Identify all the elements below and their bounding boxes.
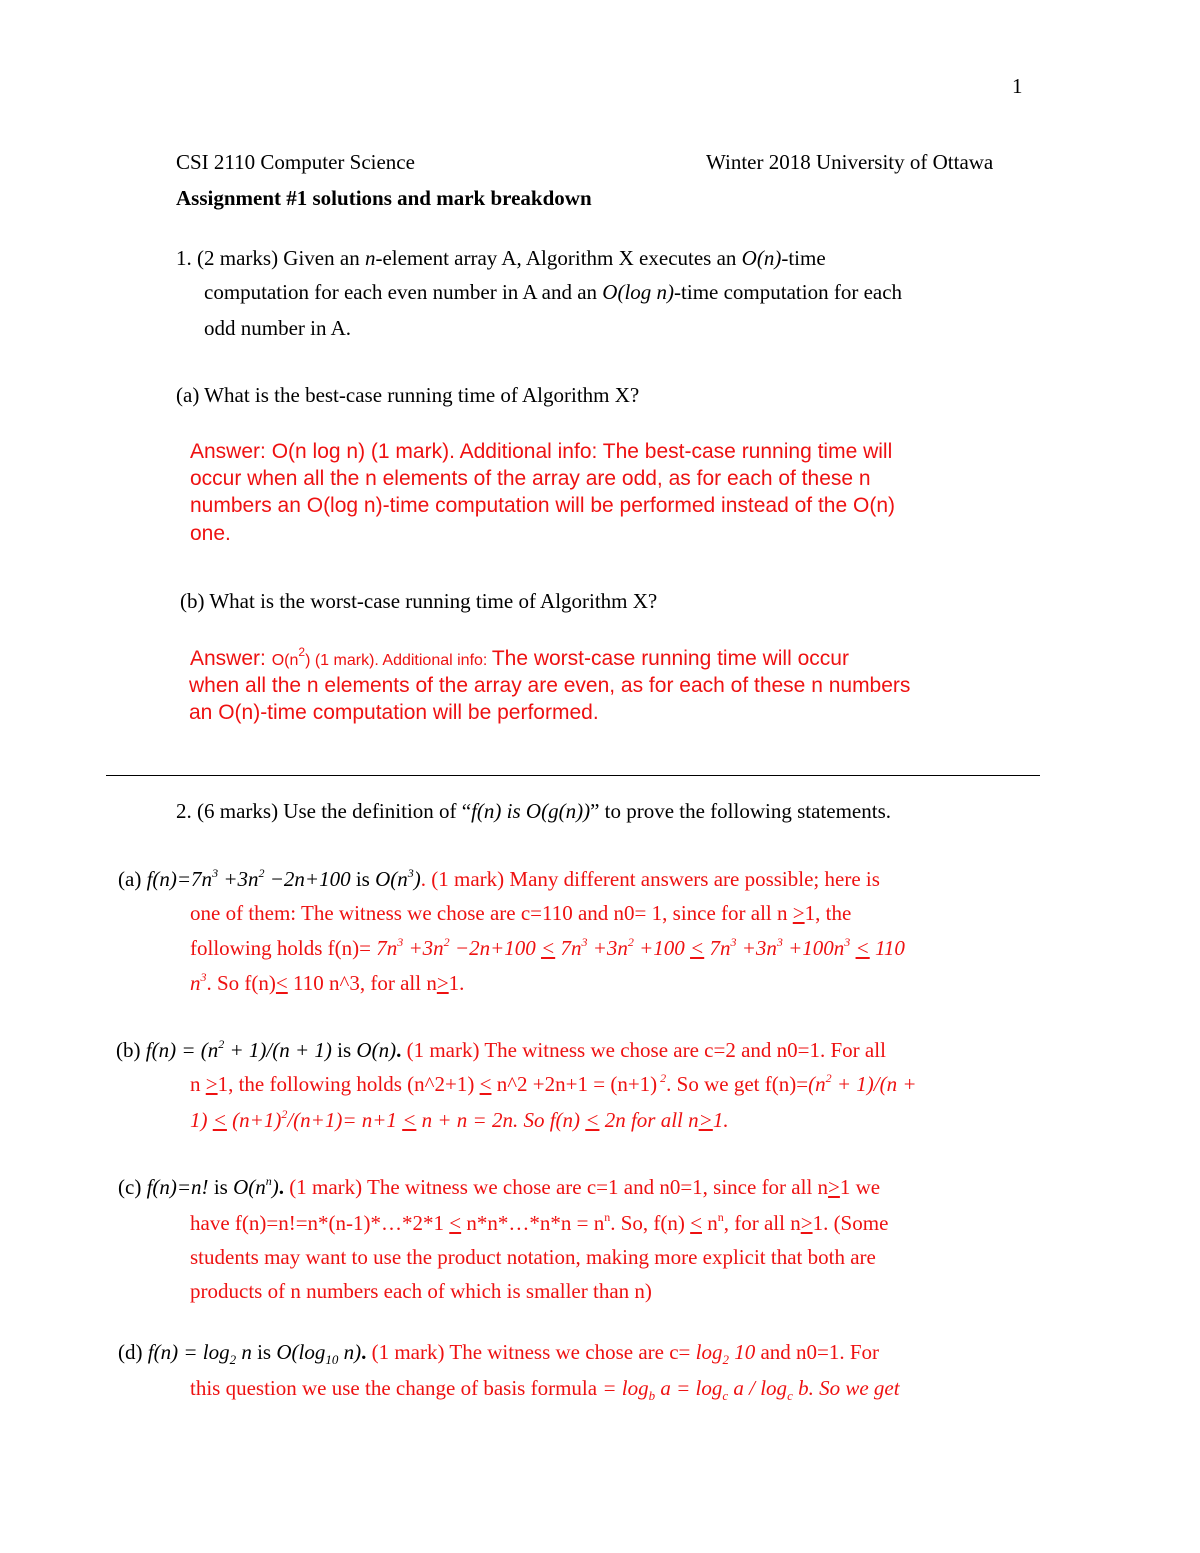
q1-text: n [364,246,376,270]
q1a-question: (a) What is the best-case running time of Algorithm X? [176,383,640,407]
q2b-text: . [396,1038,407,1062]
q2b-text: + 1)/(n + 1) [224,1038,332,1062]
q2a-text: . (1 mark) Many different answers are possible; here is [420,867,880,891]
answer-text: Answer: [190,647,272,670]
q2d-text: and n0=1. For [755,1340,880,1364]
q2d-text: n [236,1340,252,1364]
q2c-text: , for all n [723,1211,801,1235]
q2b-text: < [585,1108,600,1132]
q2c-text: O(n [233,1175,266,1199]
q2-text: f(n) is O(g(n)) [471,799,591,823]
q1-text: -time computation for each [674,280,903,304]
q2b-text: n [190,1072,206,1096]
q2d-text: . [361,1340,372,1364]
q1-text: -time [781,246,826,270]
q2a-text: < [541,936,556,960]
q2d-text: b [648,1388,656,1403]
q2a-text: 3 [397,935,404,949]
section-divider [106,775,1040,776]
q2d-line-2 [190,1376,900,1401]
q2b-text: > [698,1108,713,1132]
q2b-line-1 [116,1038,886,1063]
q2d-text: b. So we get [792,1376,900,1400]
q2a-text: (a) [118,867,147,891]
q2b-text: n + n = 2n. So f(n) [416,1108,586,1132]
q2c-text: < [690,1211,702,1235]
q1b-answer-line-2: when all the n elements of the array are even, as for each of these n numbers [189,674,911,697]
q2a-text: −2n+100 [449,936,542,960]
q2d-text: this question we use the change of basis formula [190,1376,603,1400]
q2a-text: 3 [776,935,783,949]
q2d-text: (1 mark) The witness we chose are c= [371,1340,696,1364]
q2c-text: n [604,1210,611,1224]
q2a-text: +3n [587,936,628,960]
q1-line-2 [204,280,902,305]
q2c-text: < [449,1211,462,1235]
answer-text: O(n [271,652,299,669]
q2b-line-3 [190,1108,729,1133]
q2d-text: = log [602,1376,649,1400]
q2b-text: 2 [657,1071,667,1085]
q2b-text: 1) [190,1108,213,1132]
q2d-text: c [722,1388,729,1403]
q2a-text: < [690,936,705,960]
q2a-text: +100n [782,936,845,960]
q2b-text: (n [808,1072,826,1096]
term-info: Winter 2018 University of Ottawa [706,150,994,174]
q2-heading [176,799,891,824]
answer-text: The worst-case running time will occur [491,647,849,670]
q2d-text: 10 [728,1340,756,1364]
q2c-text: n [701,1211,718,1235]
answer-text: 2 [298,645,306,659]
q1b-answer-line-3: an O(n)-time computation will be performed. [189,701,599,724]
q1-text: O(n) [741,246,782,270]
q2a-text: 7n [376,936,398,960]
q2b-text: 2n for all n [599,1108,699,1132]
q2c-text: n [265,1174,272,1188]
q2c-text: 1 we [839,1175,881,1199]
q2d-text: c [787,1388,793,1403]
q2b-text: 2 [281,1107,288,1121]
q2c-text: ) [271,1175,279,1199]
q2a-text: following holds f(n)= [190,936,377,960]
q2a-text: 110 n^3, for all n [287,971,437,995]
q2a-text: 3 [200,970,207,984]
q2b-text: 2 [825,1071,832,1085]
q1a-answer-line-2: occur when all the n elements of the array are odd, as for each of these n [190,467,871,490]
q2a-text: 2 [258,866,265,880]
q2d-text: 10 [325,1352,339,1367]
q2a-text: f(n)=7n [146,867,213,891]
q2b-line-2 [190,1072,917,1097]
q2b-text: < [479,1072,492,1096]
q2a-text: O(n [375,867,408,891]
q2b-text: < [212,1108,227,1132]
q2b-text: < [402,1108,417,1132]
q2d-text: f(n) [147,1340,179,1364]
q2a-text: 7n [555,936,582,960]
answer-text: ) (1 mark). Additional info: [305,652,492,669]
q2c-line-2 [190,1211,888,1236]
q2a-text: 3 [212,866,219,880]
q2a-text: 2 [443,935,450,949]
q2c-text: (1 mark) The witness we chose are c=1 and n0=1, since for all n [289,1175,829,1199]
q1a-answer-line-3: numbers an O(log n)-time computation will be performed instead of the O(n) [190,494,895,517]
q1b-answer-line-1 [190,647,849,671]
q1-text: O(log n) [602,280,675,304]
q2a-text: 3 [407,866,414,880]
q2a-text: +3n [736,936,777,960]
q2a-text: 3 [581,935,588,949]
q2c-text: > [828,1175,840,1199]
q2d-text: 2 [229,1352,237,1367]
q2d-text: 2 [722,1352,729,1367]
q2a-text: n [190,971,201,995]
q2b-text: O(n) [356,1038,397,1062]
q2c-line-3: students may want to use the product notation, making more explicit that both are [190,1245,876,1269]
q2b-text: (b) [116,1038,146,1062]
course-title: CSI 2110 Computer Science [176,150,415,174]
q2a-line-4 [190,971,464,996]
q2c-text: is [208,1175,234,1199]
q2a-line-1 [118,867,880,892]
q2a-text: > [792,901,805,925]
q2c-line-1 [118,1175,880,1200]
q1a-answer-line-4: one. [190,522,231,545]
q1-text: 1. (2 marks) Given an [176,246,365,270]
q1-text: -element array A, Algorithm X executes an [375,246,742,270]
q2a-text: is [350,867,376,891]
q1a-answer-line-1: Answer: O(n log n) (1 mark). Additional info: The best-case running time will [190,440,893,463]
q2c-line-4: products of n numbers each of which is smaller than n) [190,1279,652,1303]
q2a-text: +3n [218,867,259,891]
q2a-text: 2 [627,935,634,949]
page-number: 1 [1012,74,1023,98]
q2c-text: have f(n)=n!=n*(n-1)*…*2*1 [190,1211,450,1235]
q2d-text: n) [338,1340,362,1364]
q2-text: ” to prove the following statements. [590,799,891,823]
q2d-text: a = log [655,1376,723,1400]
q2c-text: 1. (Some [812,1211,889,1235]
q2c-text: > [800,1211,813,1235]
q2a-text: ) [413,867,421,891]
q2c-text: (c) [118,1175,147,1199]
q2d-text: (d) [118,1340,148,1364]
q1-line-1 [176,246,826,271]
q2a-line-3 [190,936,905,961]
q2a-text: 7n [704,936,731,960]
q2a-text: 1. [448,971,465,995]
q2a-text: +100 [633,936,691,960]
q2a-line-2 [190,901,851,926]
q2a-text: . So f(n) [206,971,276,995]
q2b-text: > [205,1072,218,1096]
q2d-text: log [695,1340,723,1364]
q2b-text: /(n+1)= n+1 [287,1108,403,1132]
q2c-text: . So, f(n) [610,1211,691,1235]
q2-text: 2. (6 marks) Use the definition of “ [176,799,472,823]
q2d-text: a / log [728,1376,788,1400]
q2c-text: f(n)=n! [146,1175,209,1199]
q2b-text: + 1)/(n + [831,1072,917,1096]
q2a-text: 110 [869,936,905,960]
q2a-text: 1, the [804,901,852,925]
q1-line-3: odd number in A. [204,316,351,340]
q1b-question: (b) What is the worst-case running time of Algorithm X? [180,589,658,613]
q2a-text: +3n [403,936,444,960]
q2c-text: n [717,1210,724,1224]
q2b-text: f(n) = (n [145,1038,219,1062]
q2b-text: (1 mark) The witness we chose are c=2 and n0=1. For all [406,1038,886,1062]
q2b-text: (n+1) [226,1108,282,1132]
q2a-text: < [275,971,288,995]
q2d-text: = log [178,1340,230,1364]
q2c-text: . [278,1175,290,1199]
q1-text: computation for each even number in A and an [204,280,603,304]
q2a-text: −2n+100 [264,867,351,891]
q2b-text: n^2 +2n+1 = (n+1) [491,1072,658,1096]
document-title: Assignment #1 solutions and mark breakdown [176,186,592,210]
q2b-text: 2 [218,1037,225,1051]
q2c-text: n*n*…*n*n = n [461,1211,605,1235]
q2d-line-1 [118,1340,879,1365]
q2a-text: 3 [844,935,851,949]
q2b-text: . So we get f(n)= [666,1072,809,1096]
q2a-text: one of them: The witness we chose are c=110 and n0= 1, since for all n [190,901,793,925]
q2a-text: 3 [730,935,737,949]
q2a-text: > [436,971,449,995]
q2b-text: 1. [712,1108,729,1132]
q2d-text: is [251,1340,277,1364]
q2b-text: 1, the following holds (n^2+1) [217,1072,480,1096]
q2a-text: < [855,936,870,960]
q2d-text: O(log [276,1340,326,1364]
q2b-text: is [331,1038,357,1062]
